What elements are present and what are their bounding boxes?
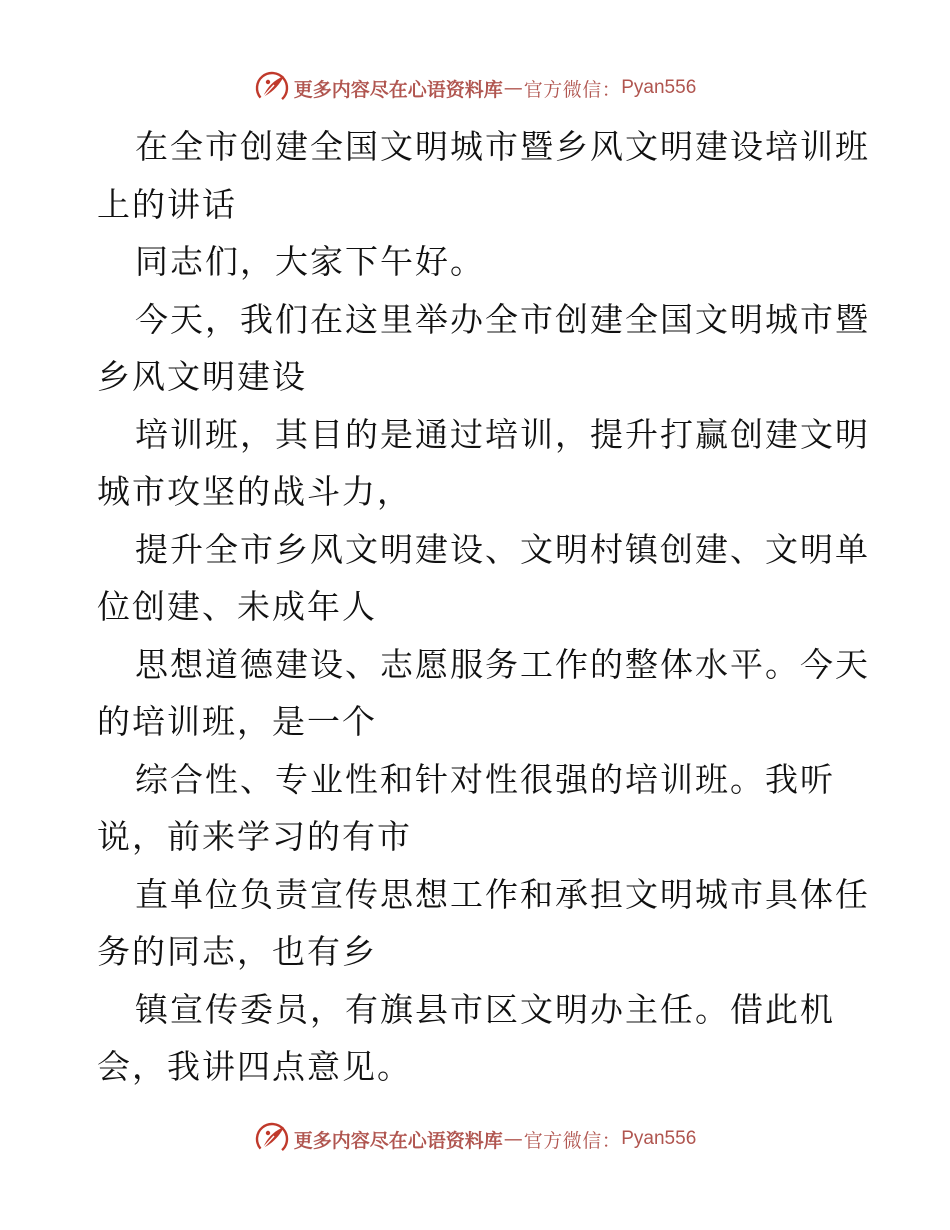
footer-banner	[0, 1119, 950, 1159]
paragraph	[97, 521, 870, 636]
paragraph	[97, 981, 857, 1096]
quill-pen-logo-icon	[254, 70, 290, 106]
paragraph-line: 位创建、未成年人	[97, 587, 377, 626]
paragraph-line: 今天，我们在这里举办全市创建全国文明城市暨	[135, 299, 870, 339]
paragraph-line: 城市攻坚的战斗力，	[97, 472, 412, 511]
banner-text: 更多内容尽在心语资料库	[293, 1129, 503, 1152]
header-banner	[0, 68, 950, 108]
paragraph-line: 提升全市乡风文明建设、文明村镇创建、文明单	[135, 529, 870, 569]
paragraph-line: 上的讲话	[97, 184, 237, 224]
banner-separator: —	[503, 77, 523, 99]
document-body	[97, 118, 870, 1096]
banner-contact-label: 官方微信：	[523, 78, 622, 101]
paragraph	[97, 291, 870, 406]
quill-pen-logo-icon	[254, 1121, 290, 1157]
paragraph-line: 务的同志，也有乡	[97, 932, 377, 971]
banner-wechat-id: Pyan556	[621, 77, 697, 98]
paragraph-line: 的培训班，是一个	[97, 702, 377, 741]
paragraph-line: 同志们，大家下午好。	[135, 242, 485, 281]
paragraph	[97, 406, 870, 521]
paragraph	[97, 866, 870, 981]
paragraph-line: 说，前来学习的有市	[97, 817, 412, 856]
paragraph	[97, 636, 870, 751]
paragraph-line: 思想道德建设、志愿服务工作的整体水平。今天	[135, 644, 870, 684]
banner-contact-label: 官方微信：	[523, 1129, 622, 1152]
banner-separator: —	[503, 1128, 523, 1150]
paragraph	[97, 233, 857, 291]
banner-wechat-id: Pyan556	[621, 1128, 697, 1149]
paragraph-line: 在全市创建全国文明城市暨乡风文明建设培训班	[135, 127, 870, 166]
paragraph-line: 会，我讲四点意见。	[97, 1047, 412, 1086]
paragraph-line: 直单位负责宣传思想工作和承担文明城市具体任	[135, 874, 870, 914]
paragraph-line: 培训班，其目的是通过培训，提升打赢创建文明	[135, 414, 870, 454]
paragraph-line: 综合性、专业性和针对性很强的培训班。我听	[135, 759, 835, 799]
document-title	[97, 118, 870, 233]
banner-text: 更多内容尽在心语资料库	[293, 78, 503, 101]
paragraph-line: 镇宣传委员，有旗县市区文明办主任。借此机	[135, 989, 835, 1029]
paragraph-line: 乡风文明建设	[97, 357, 307, 396]
paragraph	[97, 751, 857, 866]
